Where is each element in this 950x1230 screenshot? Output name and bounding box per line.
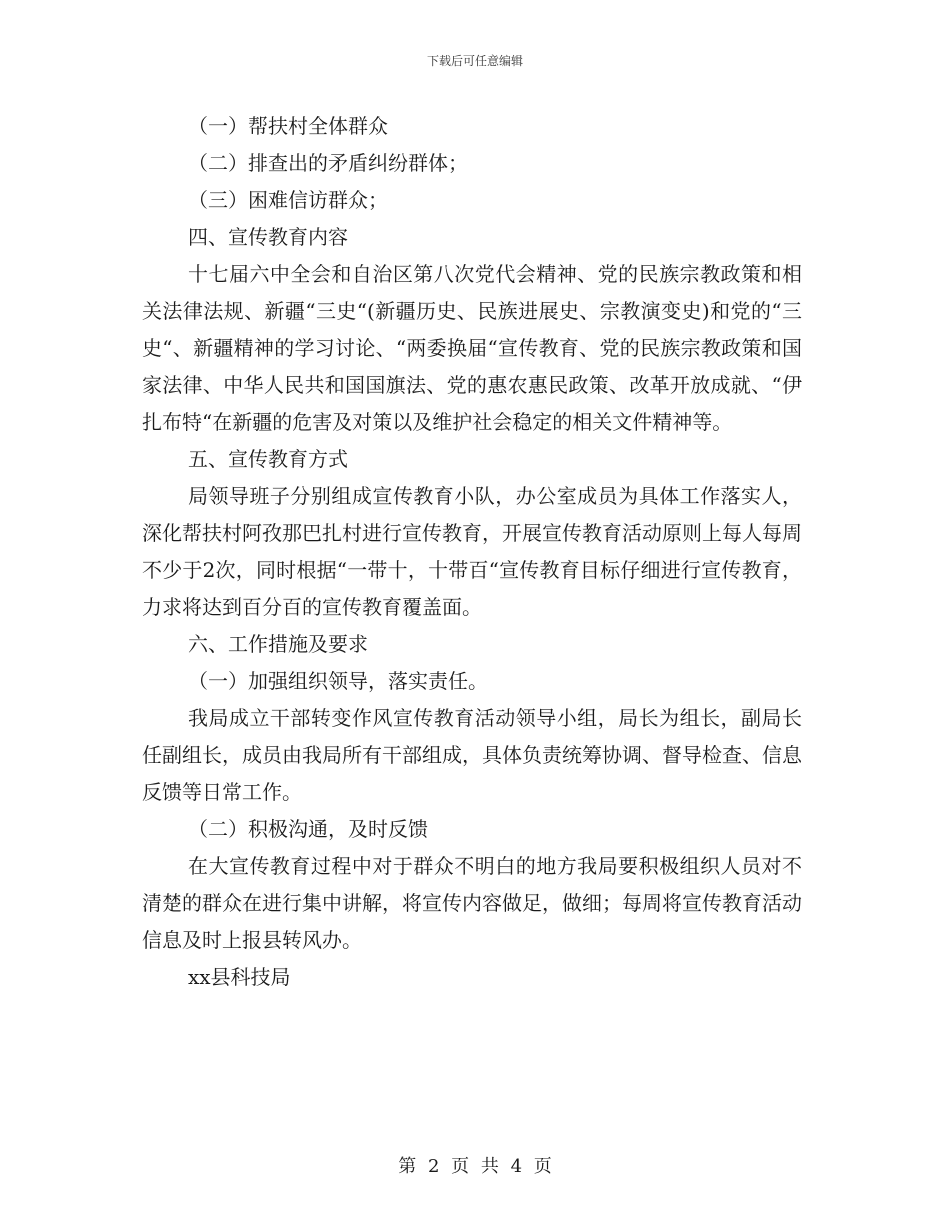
- paragraph-content: 十七届六中全会和自治区第八次党代会精神、党的民族宗教政策和相关法律法规、新疆“三史“(新疆历史、民族进展史、宗教演变史)和党的“三史“、新疆精神的学习讨论、“两委换届“宣传教育、党的民族宗教政策和国家法律、中华人民共和国国旗法、党的惠农惠民政策、改革开放成就、“伊扎布特“在新疆的危害及对策以及维护社会稳定的相关文件精神等。: [142, 262, 802, 434]
- page-header-note: 下载后可任意编辑: [426, 54, 523, 68]
- signature-organization: xx县科技局: [188, 965, 291, 989]
- list-item-dispute-groups: （二）排查出的矛盾纠纷群体；: [188, 151, 468, 175]
- paragraph-communication: 在大宣传教育过程中对于群众不明白的地方我局要积极组织人员对不清楚的群众在进行集中讲解，将宣传内容做足，做细；每周将宣传教育活动信息及时上报县转风办。: [142, 854, 802, 952]
- subheading-communication: （二）积极沟通，及时反馈: [188, 817, 428, 841]
- section-heading-measures: 六、工作措施及要求: [188, 632, 368, 656]
- list-item-beneficiaries: （一）帮扶村全体群众: [188, 114, 388, 138]
- paragraph-leadership: 我局成立干部转变作风宣传教育活动领导小组，局长为组长，副局长任副组长，成员由我局所有干部组成，具体负责统筹协调、督导检查、信息反馈等日常工作。: [142, 706, 802, 804]
- document-body: [142, 108, 802, 996]
- subheading-leadership: （一）加强组织领导，落实责任。: [188, 669, 488, 693]
- page-number: 第 2 页 共 4 页: [398, 1156, 552, 1177]
- section-heading-methods: 五、宣传教育方式: [188, 447, 348, 471]
- list-item-petition-groups: （三）困难信访群众；: [188, 188, 388, 212]
- section-heading-content: 四、宣传教育内容: [188, 225, 348, 249]
- paragraph-methods: 局领导班子分别组成宣传教育小队，办公室成员为具体工作落实人，深化帮扶村阿孜那巴扎村进行宣传教育，开展宣传教育活动原则上每人每周不少于2次，同时根据“一带十，十带百“宣传教育目标仔细进行宣传教育，力求将达到百分百的宣传教育覆盖面。: [142, 484, 802, 619]
